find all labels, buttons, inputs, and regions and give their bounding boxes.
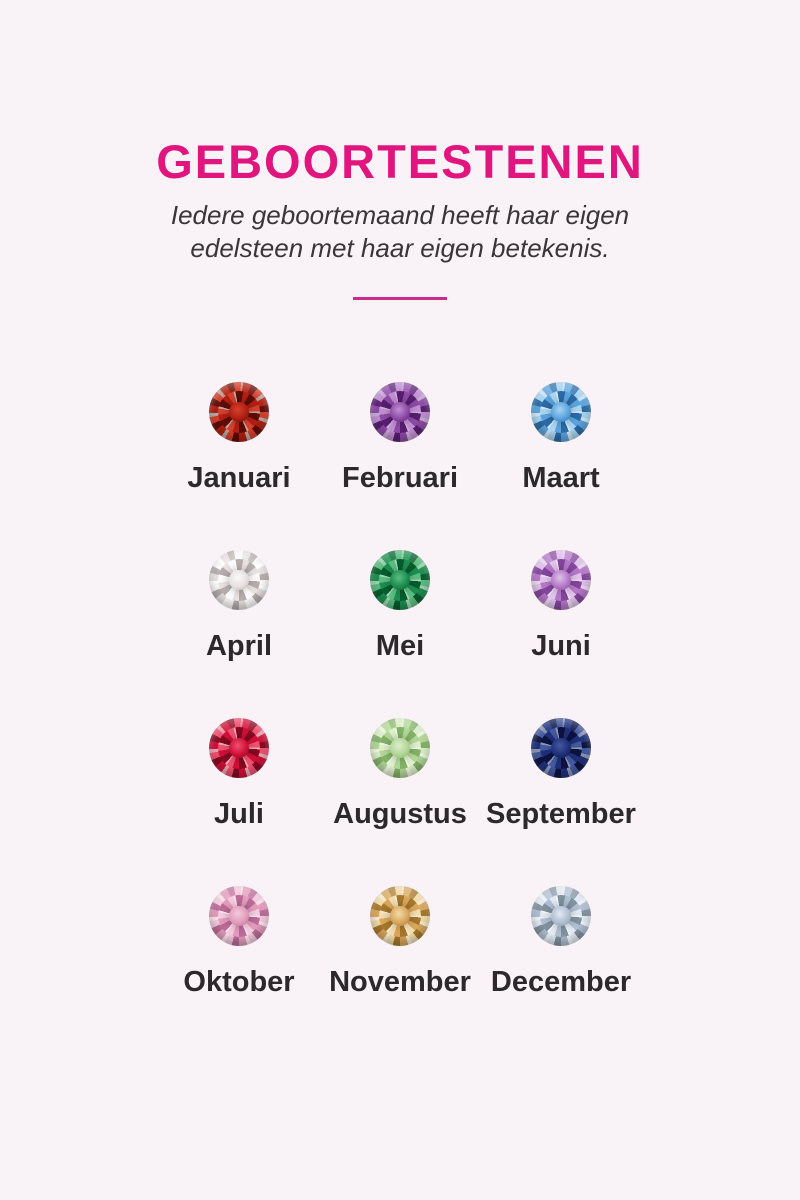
page-title: GEBOORTESTENEN [156, 135, 644, 188]
month-label: Juli [214, 798, 264, 830]
month-label: Juni [531, 630, 591, 662]
subtitle-line-1: Iedere geboortemaand heeft haar eigen [170, 200, 630, 230]
birthstone-grid [0, 382, 800, 1002]
subtitle [140, 199, 660, 265]
birthstone-item-november [320, 886, 481, 1002]
birthstone-item-mei [320, 550, 481, 666]
white-gem-icon [209, 550, 269, 610]
birthstone-item-augustus [320, 718, 481, 834]
month-label: September [486, 798, 636, 830]
birthstone-item-januari [159, 382, 320, 498]
divider-line [353, 297, 447, 300]
month-label: December [490, 966, 632, 998]
birthstone-item-oktober [159, 886, 320, 1002]
birthstone-item-april [159, 550, 320, 666]
purple-gem-icon [370, 382, 430, 442]
birthstone-item-juli [159, 718, 320, 834]
light-green-gem-icon [370, 718, 430, 778]
month-label: November [329, 966, 471, 998]
birthstone-item-juni [481, 550, 642, 666]
birthstone-item-maart [481, 382, 642, 498]
month-label: Januari [187, 462, 291, 494]
blue-gray-gem-icon [531, 886, 591, 946]
light-blue-gem-icon [531, 382, 591, 442]
birthstone-item-februari [320, 382, 481, 498]
red-gem-icon [209, 382, 269, 442]
birthstone-item-september [481, 718, 642, 834]
month-label: Februari [341, 462, 459, 494]
pink-gem-icon [209, 886, 269, 946]
navy-blue-gem-icon [531, 718, 591, 778]
month-label: Maart [522, 462, 600, 494]
green-gem-icon [370, 550, 430, 610]
month-label: Oktober [183, 966, 295, 998]
month-label: April [205, 630, 273, 662]
subtitle-line-2: edelsteen met haar eigen betekenis. [190, 233, 610, 263]
crimson-gem-icon [209, 718, 269, 778]
month-label: Mei [375, 630, 425, 662]
golden-gem-icon [370, 886, 430, 946]
birthstone-item-december [481, 886, 642, 1002]
lilac-gem-icon [531, 550, 591, 610]
month-label: Augustus [333, 798, 467, 830]
